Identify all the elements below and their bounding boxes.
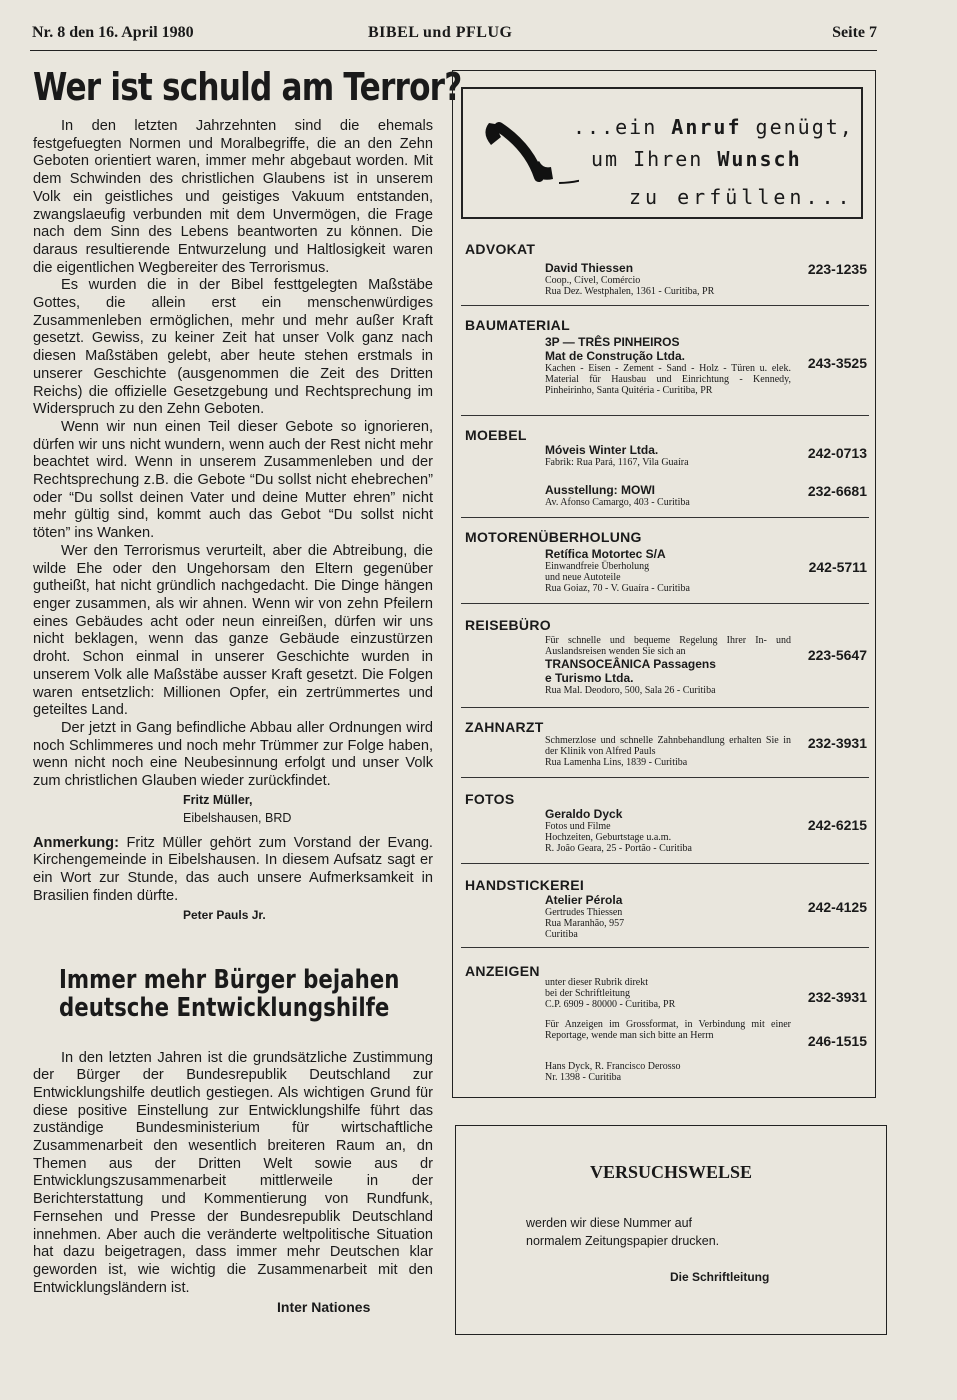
- notice-text: werden wir diese Nummer auf normalem Zeitungspapier drucken.: [526, 1216, 720, 1248]
- article-paragraph: Es wurden die in der Bibel festtgelegten Maßstäbe Gottes, die allein erst ein menschenwürdiges Zusammenleben ermöglichen, mehr und mehr außer Kraft gesetzt. Gewiss, zu keiner Zeit hat unser Volk ganz nach diesen Maßstäben gelebt, aber heute stehen erstmals in unserer Geschichte (ausgenommen die Zeit des Dritten Reichs) die offizielle Gesetzgebung und Rechtsprechung im Widerspruch zu den Zehn Geboten.: [33, 277, 433, 418]
- phone-number: 242-0713: [807, 445, 867, 461]
- directory-entry: unter dieser Rubrik direkt bei der Schriftleitung C.P. 6909 - 80000 - Curitiba, PR: [545, 977, 676, 1010]
- phone-number: 242-6215: [807, 817, 867, 833]
- notice-signature: Die Schriftleitung: [670, 1270, 770, 1284]
- phone-number: 232-3931: [807, 735, 867, 751]
- editor-note: [33, 835, 433, 906]
- left-column: [33, 60, 462, 1316]
- directory-entry: David Thiessen Coop., Cível, Comércio Rua Dez. Westphalen, 1361 - Curitiba, PR: [545, 261, 715, 297]
- page-number: Seite 7: [832, 24, 877, 41]
- notice-box: [455, 1125, 887, 1335]
- page-header: [30, 22, 877, 50]
- phone-number: 223-1235: [807, 261, 867, 277]
- category-fotos: FOTOS: [465, 791, 515, 807]
- article-signature: [183, 791, 433, 827]
- ad-line-1: ...ein Anruf genügt,: [573, 115, 854, 139]
- divider: [461, 777, 869, 778]
- directory-entry: Ausstellung: MOWI Av. Afonso Camargo, 403 - Curitiba: [545, 483, 690, 508]
- ad-line-3: zu erfüllen...: [629, 185, 854, 209]
- directory-entry: Móveis Winter Ltda. Fabrik: Rua Pará, 1167, Vila Guaíra: [545, 443, 689, 468]
- issue-date: Nr. 8 den 16. April 1980: [32, 24, 194, 41]
- divider: [461, 603, 869, 604]
- category-handstickerei: HANDSTICKEREI: [465, 877, 585, 893]
- article-paragraph: Der jetzt in Gang befindliche Abbau aller Ordnungen wird noch Schlimmeres und noch mehr Trümmer zur Folge haben, wenn nicht noch eine Neubesinnung erfolgt und unser Volk zum christlichen Glauben wieder zurückfindet.: [33, 719, 433, 790]
- divider: [461, 707, 869, 708]
- note-author: Peter Pauls Jr.: [183, 907, 266, 922]
- directory-entry: Retífica Motortec S/A Einwandfreie Überholung und neue Autoteile Rua Goiaz, 70 - V. Guaíra - Curitiba: [545, 547, 690, 594]
- note-text: Fritz Müller gehört zum Vorstand der Evang. Kirchengemeinde in Eibelshausen. In diesem Aufsatz sagt er ein Wort zur Stunde, das auch unsere Aufmerksamkeit in Brasilien finden dürfte.: [33, 834, 433, 904]
- directory-entry: Für schnelle und bequeme Regelung Ihrer In- und Auslandsreisen wenden Sie sich an TRANSOCEÂNICA Passagens e Turismo Ltda. Rua Mal. Deodoro, 500, Sala 26 - Curitiba: [545, 635, 791, 696]
- category-baumaterial: BAUMATERIAL: [465, 317, 570, 333]
- directory-entry: Schmerzlose und schnelle Zahnbehandlung erhalten Sie in der Klinik von Alfred Pauls Rua Lamenha Lins, 1839 - Curitiba: [545, 735, 791, 768]
- category-anzeigen: ANZEIGEN: [465, 963, 540, 979]
- directory-entry: Für Anzeigen im Grossformat, in Verbindung mit einer Reportage, wende man sich bitte an Herrn: [545, 1019, 791, 1041]
- article-paragraph: In den letzten Jahrzehnten sind die ehemals festgefuegten Normen und Moralbegriffe, die an den Zehn Geboten orientiert waren, immer mehr abgebaut worden. Mit dem Schwinden des christlichen Glaubens ist in unserem Volk ein geistliches und geistiges Vakuum entstanden, zwangslaeufig verbunden mit dem Unvermögen, die Frage nach dem Sinn des Lebens beantworten zu können. Die daraus resultierende Entwurzelung und Haltlosigkeit waren die eigentlichen Wegbereiter des Terrorismus.: [33, 118, 433, 276]
- article2-author: Inter Nationes: [277, 1299, 371, 1316]
- category-motorenueberholung: MOTORENÜBERHOLUNG: [465, 529, 642, 545]
- phone-number: 232-6681: [807, 483, 867, 499]
- category-zahnarzt: ZAHNARZT: [465, 719, 544, 735]
- directory-entry: Atelier Pérola Gertrudes Thiessen Rua Maranhão, 957 Curitiba: [545, 893, 625, 940]
- article-paragraph: Wenn wir nun einen Teil dieser Gebote so ignorieren, dürfen wir uns nicht wundern, wenn auch der Rest nicht mehr beachtet wird. Wenn in unserem Zusammenleben und der Rechtsprechung z.B. die Gebote “Du sollst nicht ehebrechen” oder “Du sollst deinen Vater und deine Mutter ehren” nicht mehr gültig sind, kommt auch das Gebot “Du sollst nicht töten” ins Wanken.: [33, 418, 433, 542]
- ad-line-2: um Ihren Wunsch: [591, 147, 802, 171]
- phone-number: 243-3525: [807, 355, 867, 371]
- author-name: Fritz Müller,: [183, 792, 253, 807]
- phone-number: 242-4125: [807, 899, 867, 915]
- article-title: Wer ist schuld am Terror?: [33, 65, 462, 109]
- directory-entry: Geraldo Dyck Fotos und Filme Hochzeiten, Geburtstage u.a.m. R. João Geara, 25 - Portão - Curitiba: [545, 807, 692, 854]
- category-moebel: MOEBEL: [465, 427, 527, 443]
- article-body: [33, 118, 433, 791]
- author-location: Eibelshausen, BRD: [183, 810, 292, 825]
- category-advokat: ADVOKAT: [465, 241, 536, 257]
- directory-entry: 3P — TRÊS PINHEIROS Mat de Construção Ltda. Kachen - Eisen - Zement - Sand - Holz - Türen u. elek. Material für Hausbau und Einrichtung - Kennedy, Pinheirinho, Santa Quitéria - Curitiba, PR: [545, 335, 791, 396]
- article2-title-line: deutsche Entwicklungshilfe: [59, 992, 390, 1023]
- article2-title-line: Immer mehr Bürger bejahen: [59, 964, 400, 995]
- phone-number: 232-3931: [807, 989, 867, 1005]
- phone-number: 246-1515: [807, 1033, 867, 1049]
- category-reisebuero: REISEBÜRO: [465, 617, 551, 633]
- newspaper-name: BIBEL und PFLUG: [368, 24, 513, 41]
- divider: [461, 947, 869, 948]
- call-advertisement: [461, 87, 863, 219]
- divider: [461, 305, 869, 306]
- divider: [461, 415, 869, 416]
- article2-title: [59, 964, 400, 1023]
- directory-entry: Hans Dyck, R. Francisco Derosso Nr. 1398 - Curitiba: [545, 1061, 681, 1083]
- divider: [461, 863, 869, 864]
- article-paragraph: Wer den Terrorismus verurteilt, aber die Abtreibung, die wilde Ehe oder den Ungehorsam den Eltern gegenüber gutheißt, hat nicht gründlich nachgedacht. Die Dinge hängen enger zusammen, als wir ahnen. Wenn wir von zehn Pfeilern eines Gebäudes acht oder neun einreißen, dürfen wir uns nicht beklagen, wenn das ganze Gebäude einzustürzen droht. Schon einmal in unserer Geschichte wurden in unserem Volk alle Maßstäbe ausser Kraft gesetzt. Die Folgen waren entsetzlich: Millionen Opfer, ein zertrümmertes und geteiltes Land.: [33, 542, 433, 719]
- phone-number: 242-5711: [808, 559, 867, 575]
- article2-body: [33, 1050, 433, 1298]
- telephone-icon: [479, 113, 579, 203]
- business-directory: [452, 70, 876, 1098]
- phone-number: 223-5647: [807, 647, 867, 663]
- note-label: Anmerkung:: [33, 834, 119, 851]
- header-rule: [30, 50, 877, 51]
- notice-title: VERSUCHSWELSE: [589, 1162, 753, 1182]
- divider: [461, 517, 869, 518]
- article2-paragraph: In den letzten Jahren ist die grundsätzliche Zustimmung der Bürger der Bundesrepublik Deutschland zur Entwicklungshilfe deutlich gestiegen. Als wichtigen Grund für diese positive Einstellung zur Entwicklungshilfe führt das zuständige Bundesministerium für wirtschaftliche Zusammenarbeit den wesentlich breiteren Raum an, dn Themen aus der Dritten Welt sowie aus dr Entwicklungszusammenarbeit mittlerweile in der Berichterstattung und Kommentierung von Rundfunk, Fernsehen und Presse der Bundesrepublik Deutschland innehmen. Aber auch die veränderte weltpolitische Situation hat dazu beigetragen, dass immer mehr Deutschen klar geworden ist, wie wichtig die Zusammenarbeit mit den Entwicklungsländern ist.: [33, 1049, 433, 1296]
